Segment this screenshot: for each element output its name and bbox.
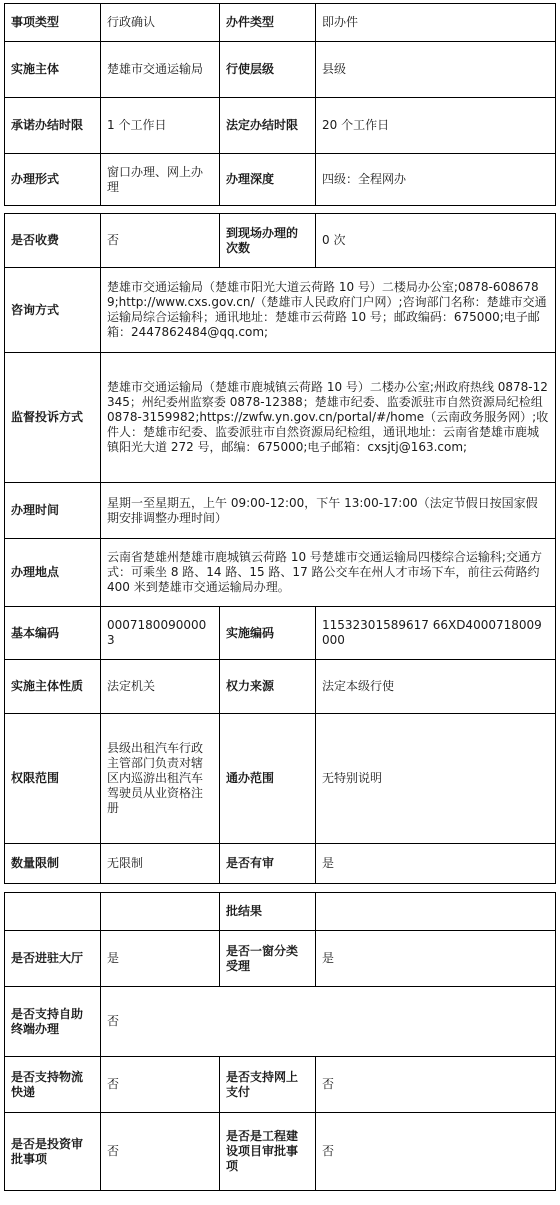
approval-result-label: 批结果	[220, 893, 316, 931]
item-type-label: 事项类型	[5, 4, 101, 42]
impl-code-value: 11532301589617 66XD4000718009000	[316, 607, 556, 660]
review-value: 是	[316, 844, 556, 884]
legal-time-label: 法定办结时限	[220, 98, 316, 154]
promise-time-label: 承诺办结时限	[5, 98, 101, 154]
power-source-label: 权力来源	[220, 660, 316, 714]
online-pay-label: 是否支持网上支付	[220, 1057, 316, 1113]
empty-cell	[5, 893, 101, 931]
quantity-limit-label: 数量限制	[5, 844, 101, 884]
hall-value: 是	[101, 931, 220, 987]
promise-time-value: 1 个工作日	[101, 98, 220, 154]
empty-cell	[101, 893, 220, 931]
base-code-value: 00071800900003	[101, 607, 220, 660]
self-service-value: 否	[101, 987, 556, 1057]
impl-code-label: 实施编码	[220, 607, 316, 660]
scope-label: 权限范围	[5, 714, 101, 844]
hall-label: 是否进驻大厅	[5, 931, 101, 987]
handle-form-label: 办理形式	[5, 154, 101, 206]
consult-value: 楚雄市交通运输局（楚雄市阳光大道云荷路 10 号）二楼局办公室;0878-6086789;http://www.cxs.gov.cn/（楚雄市人民政府门户网）;咨询部门名称：楚雄市交通运输局综合运输科；通讯地址：楚雄市云荷路 10 号；邮政编码：675000;电子邮箱：2447862484@qq.com;	[101, 268, 556, 353]
item-type-value: 行政确认	[101, 4, 220, 42]
general-scope-label: 通办范围	[220, 714, 316, 844]
engineering-value: 否	[316, 1113, 556, 1191]
fee-value: 否	[101, 214, 220, 268]
power-source-value: 法定本级行使	[316, 660, 556, 714]
subject-nature-label: 实施主体性质	[5, 660, 101, 714]
scope-value: 县级出租汽车行政主管部门负责对辖区内巡游出租汽车驾驶员从业资格注册	[101, 714, 220, 844]
handle-depth-label: 办理深度	[220, 154, 316, 206]
service-detail-table	[4, 213, 556, 884]
base-code-label: 基本编码	[5, 607, 101, 660]
handle-depth-value: 四级：全程网办	[316, 154, 556, 206]
visits-label: 到现场办理的次数	[220, 214, 316, 268]
one-window-value: 是	[316, 931, 556, 987]
investment-value: 否	[101, 1113, 220, 1191]
supervise-label: 监督投诉方式	[5, 353, 101, 483]
level-value: 县级	[316, 42, 556, 98]
legal-time-value: 20 个工作日	[316, 98, 556, 154]
self-service-label: 是否支持自助终端办理	[5, 987, 101, 1057]
handle-time-value: 星期一至星期五，上午 09:00-12:00，下午 13:00-17:00（法定节假日按国家假期安排调整办理时间）	[101, 483, 556, 539]
engineering-label: 是否是工程建设项目审批事项	[220, 1113, 316, 1191]
investment-label: 是否是投资审批事项	[5, 1113, 101, 1191]
logistics-value: 否	[101, 1057, 220, 1113]
consult-label: 咨询方式	[5, 268, 101, 353]
general-scope-value: 无特别说明	[316, 714, 556, 844]
online-pay-value: 否	[316, 1057, 556, 1113]
handle-place-label: 办理地点	[5, 539, 101, 607]
fee-label: 是否收费	[5, 214, 101, 268]
logistics-label: 是否支持物流快递	[5, 1057, 101, 1113]
handle-place-value: 云南省楚雄州楚雄市鹿城镇云荷路 10 号楚雄市交通运输局四楼综合运输科;交通方式：可乘坐 8 路、14 路、15 路、17 路公交车在州人才市场下车，前往云荷路约 400 米到楚雄市交通运输局办理。	[101, 539, 556, 607]
supervise-value: 楚雄市交通运输局（楚雄市鹿城镇云荷路 10 号）二楼办公室;州政府热线 0878-12345；州纪委州监察委 0878-12388；楚雄市纪委、监委派驻市自然资源局纪检组 0878-3159982;https://zwfw.yn.gov.cn/portal/#/home（云南政务服务网）;收件人：楚雄市纪委、监委派驻市自然资源局纪检组，通讯地址：云南省楚雄市鹿城镇阳光大道 272 号，邮编：675000;电子邮箱：cxsjtj@163.com;	[101, 353, 556, 483]
basic-info-table	[4, 3, 556, 206]
one-window-label: 是否一窗分类受理	[220, 931, 316, 987]
visits-value: 0 次	[316, 214, 556, 268]
subject-label: 实施主体	[5, 42, 101, 98]
subject-nature-value: 法定机关	[101, 660, 220, 714]
subject-value: 楚雄市交通运输局	[101, 42, 220, 98]
review-label: 是否有审	[220, 844, 316, 884]
handle-form-value: 窗口办理、网上办理	[101, 154, 220, 206]
quantity-limit-value: 无限制	[101, 844, 220, 884]
level-label: 行使层级	[220, 42, 316, 98]
handle-type-label: 办件类型	[220, 4, 316, 42]
empty-cell	[316, 893, 556, 931]
handle-time-label: 办理时间	[5, 483, 101, 539]
convenience-table	[4, 892, 556, 1191]
handle-type-value: 即办件	[316, 4, 556, 42]
